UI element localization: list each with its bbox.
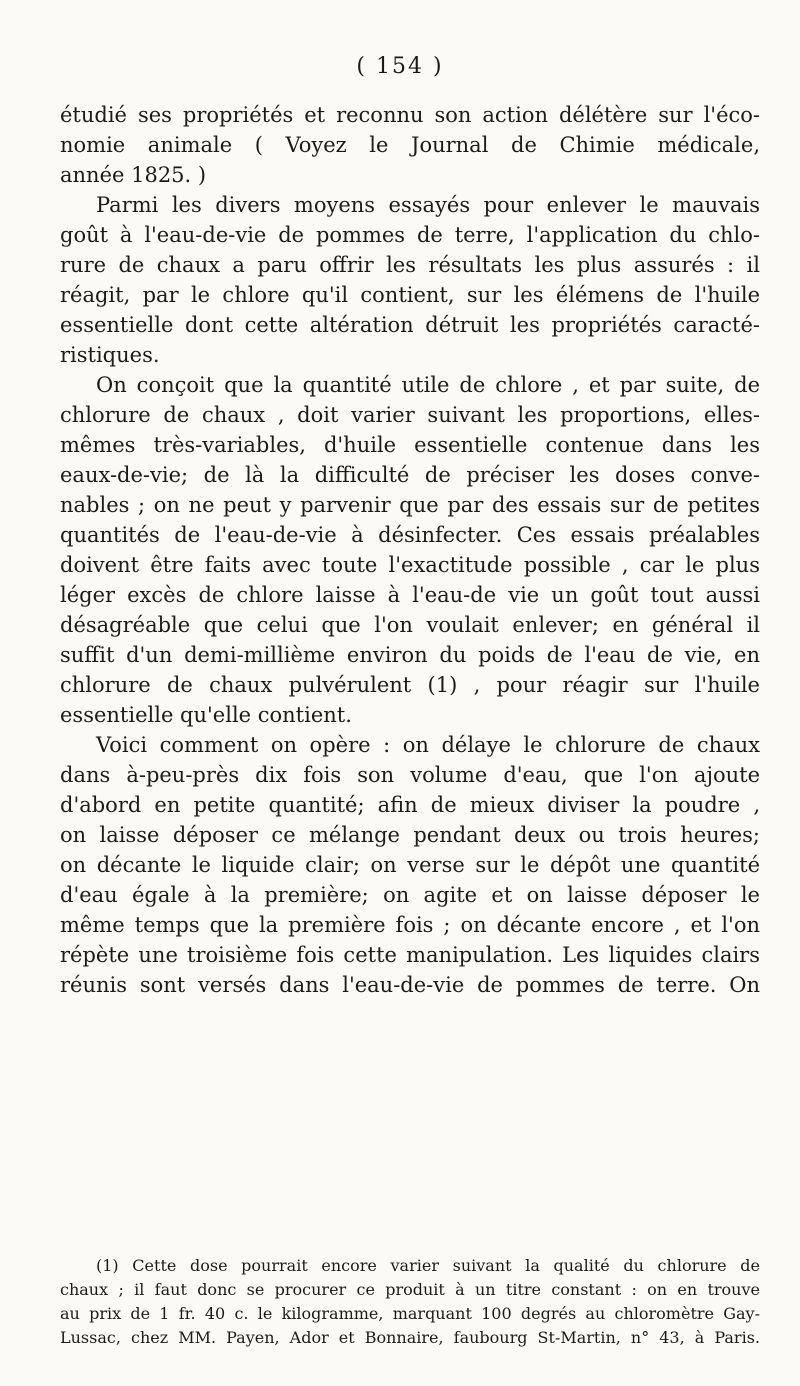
text-line-03: année 1825. ): [60, 163, 207, 187]
text-line-13: eaux-de-vie; de là la difficulté de préciser les doses conve-: [60, 463, 760, 487]
text-line-15: quantités de l'eau-de-vie à désinfecter. Ces essais préalables: [60, 523, 760, 547]
text-line-06: rure de chaux a paru offrir les résultats les plus assurés : il: [60, 253, 760, 277]
body-text: [60, 100, 760, 1000]
text-line-19: suffit d'un demi-millième environ du poids de l'eau de vie, en: [60, 643, 760, 667]
footnote-line-4: Lussac, chez MM. Payen, Ador et Bonnaire, faubourg St-Martin, n° 43, à Paris.: [60, 1328, 760, 1347]
text-line-02: nomie animale ( Voyez le Journal de Chimie médicale,: [60, 133, 760, 157]
text-line-08: essentielle dont cette altération détruit les propriétés caracté-: [60, 313, 760, 337]
text-line-22: Voici comment on opère : on délaye le chlorure de chaux: [96, 733, 760, 757]
text-line-12: mêmes très-variables, d'huile essentielle contenue dans les: [60, 433, 760, 457]
text-line-21: essentielle qu'elle contient.: [60, 703, 352, 727]
text-line-28: même temps que la première fois ; on décante encore , et l'on: [60, 913, 760, 937]
text-line-05: goût à l'eau-de-vie de pommes de terre, l'application du chlo-: [60, 223, 760, 247]
text-line-20: chlorure de chaux pulvérulent (1) , pour réagir sur l'huile: [60, 673, 760, 697]
text-line-23: dans à-peu-près dix fois son volume d'eau, que l'on ajoute: [60, 763, 760, 787]
text-line-30: réunis sont versés dans l'eau-de-vie de pommes de terre. On: [60, 973, 760, 997]
text-line-04: Parmi les divers moyens essayés pour enlever le mauvais: [96, 193, 760, 217]
page-number: ( 154 ): [356, 54, 444, 79]
text-line-09: ristiques.: [60, 343, 160, 367]
text-line-24: d'abord en petite quantité; afin de mieux diviser la poudre ,: [60, 793, 760, 817]
text-line-27: d'eau égale à la première; on agite et on laisse déposer le: [60, 883, 760, 907]
text-line-18: désagréable que celui que l'on voulait enlever; en général il: [60, 613, 760, 637]
text-line-26: on décante le liquide clair; on verse sur le dépôt une quantité: [60, 853, 760, 877]
text-line-01: étudié ses propriétés et reconnu son action délétère sur l'éco-: [60, 103, 760, 127]
text-line-11: chlorure de chaux , doit varier suivant les proportions, elles-: [60, 403, 760, 427]
footnote-line-1: (1) Cette dose pourrait encore varier suivant la qualité du chlorure de: [96, 1256, 760, 1275]
text-line-07: réagit, par le chlore qu'il contient, sur les élémens de l'huile: [60, 283, 760, 307]
text-line-29: répète une troisième fois cette manipulation. Les liquides clairs: [60, 943, 760, 967]
footnote-line-2: chaux ; il faut donc se procurer ce produit à un titre constant : on en trouve: [60, 1280, 760, 1299]
text-line-25: on laisse déposer ce mélange pendant deux ou trois heures;: [60, 823, 760, 847]
footnote: [60, 1254, 760, 1350]
text-line-17: léger excès de chlore laisse à l'eau-de vie un goût tout aussi: [60, 583, 760, 607]
text-line-16: doivent être faits avec toute l'exactitude possible , car le plus: [60, 553, 760, 577]
text-line-10: On conçoit que la quantité utile de chlore , et par suite, de: [96, 373, 760, 397]
text-line-14: nables ; on ne peut y parvenir que par des essais sur de petites: [60, 493, 760, 517]
footnote-line-3: au prix de 1 fr. 40 c. le kilogramme, marquant 100 degrés au chloromètre Gay-: [60, 1304, 760, 1323]
